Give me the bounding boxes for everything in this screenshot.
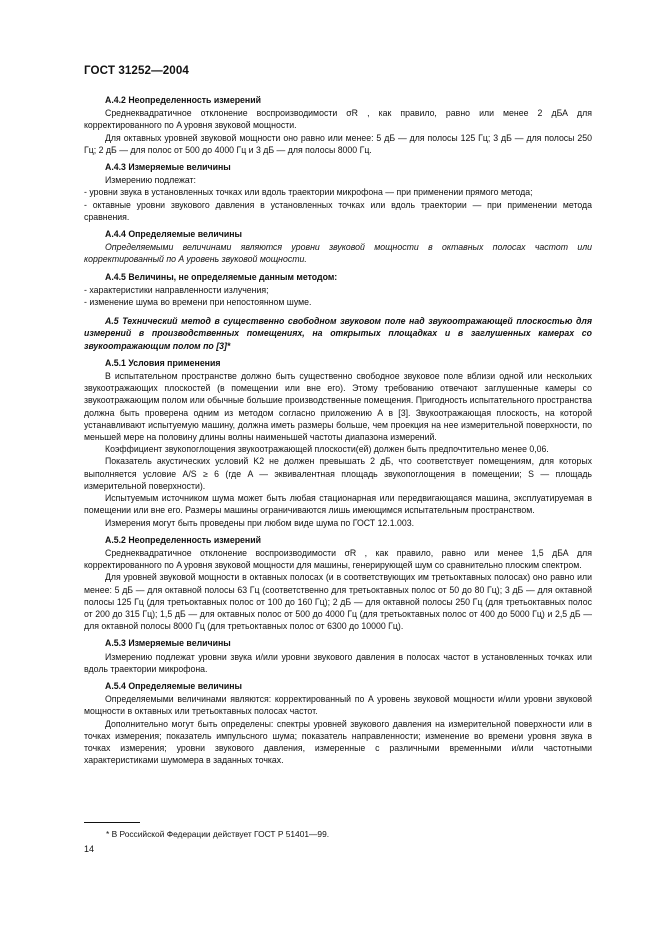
heading-a-4-3: А.4.3 Измеряемые величины [105, 162, 231, 173]
paragraph: Показатель акустических условий K2 не должен превышать 2 дБ, что соответствует помещениям, для которых выполняется условие A/S ≥ 6 (где A — эквивалентная площадь звукопоглощения в помещении; S — площадь измерительной поверхности). [84, 456, 592, 491]
paragraph: Среднеквадратичное отклонение воспроизводимости σR , как правило, равно или менее 2 дБА для корректированного по A уровня звуковой мощности. [84, 108, 592, 131]
paragraph: Измерения могут быть проведены при любом виде шума по ГОСТ 12.1.003. [105, 517, 415, 528]
heading-a-4-4: А.4.4 Определяемые величины [105, 229, 243, 240]
paragraph: Для уровней звуковой мощности в октавных полосах (и в соответствующих им третьоктавных полосах) оно равно или менее: 5 дБ — для октавной полосы 63 Гц (соответственно для третьоктавных полос от 50 до 80 Гц); 3 дБ — для октавной полосы 125 Гц (для третьоктавных полос от 100 до 160 Гц); 2 дБ — для октавной полосы 250 Гц (для третьоктавных полос от 200 до 315 Гц); 1,5 дБ — для октавных полос от 500 до 4000 Гц (для третьоктавных полос от 400 до 5000 Гц) и 2,5 дБ — для октавной полосы 8000 Гц (для третьоктавных полос от 6300 до 10000 Гц). [84, 572, 592, 632]
paragraph: В испытательном пространстве должно быть существенно свободное звуковое поле вблизи одной или нескольких звукоотражающих плоскостей (в помещении или вне его). Этому требованию отвечают заглушенные камеры со звукоотражающим полом или обычные большие производственные помещения. Пригодность испытательного пространства должна быть проверена одним из методом согласно приложению А в [3]. Звукоотражающая плоскость, на которой устанавливают испытуемую машину, должна иметь размеры больше, чем проекция на нее измерительной поверхности, по меньшей мере на половину длины волны наименьшей частоты диапазона измерений. [84, 371, 592, 443]
paragraph: Дополнительно могут быть определены: спектры уровней звукового давления на измерительной поверхности или в точках измерения; показатель импульсного шума; показатель направленности; изменение во времени уровня звука в точках измерения; уровни звукового давления, измеренные с различными временными и/или частотными характеристиками шумомера в заданных точках. [84, 718, 592, 766]
heading-a-4-2: А.4.2 Неопределенность измерений [105, 95, 261, 105]
heading-a-5-1: А.5.1 Условия применения [105, 357, 221, 368]
paragraph: Испытуемым источником шума может быть любая стационарная или передвигающаяся машина, эксплуатируемая в помещении или вне его. Размеры машины ограничиваются лишь имеющимся испытательным пространством. [84, 493, 592, 516]
paragraph: Коэффициент звукопоглощения звукоотражающей плоскости(ей) должен быть предпочтительно менее 0,06. [105, 444, 549, 455]
page-number: 14 [84, 844, 95, 854]
footnote-divider [84, 822, 140, 823]
heading-a-5-2: А.5.2 Неопределенность измерений [105, 534, 261, 545]
list-item: - характеристики направленности излучения; [84, 284, 269, 295]
paragraph: Среднеквадратичное отклонение воспроизводимости σR , как правило, равно или менее 1,5 дБА для корректированного по A уровня звуковой мощности для машины, генерирующей шум со сравнительно плоским спектром. [84, 547, 592, 571]
paragraph: Определяемыми величинами являются уровни звуковой мощности в октавных полосах частот или корректированный по A уровень звуковой мощности. [84, 242, 592, 265]
paragraph: Измерению подлежат уровни звука и/или уровни звукового давления в полосах частот в установленных точках или вдоль траектории микрофона. [84, 651, 592, 674]
paragraph: Измерению подлежат: [105, 175, 196, 186]
document-body [84, 92, 592, 766]
heading-a-5-4: А.5.4 Определяемые величины [105, 680, 243, 691]
paragraph: Определяемыми величинами являются: корректированный по A уровень звуковой мощности и/или уровни звуковой мощности в октавных или третьоктавных полосах частот. [84, 694, 592, 717]
section-heading-a-5: А.5 Технический метод в существенно свободном звуковом поле над звукоотражающей плоскостью для измерений в производственных помещениях, на открытых площадках и в заглушенных камерах со звукоотражающим полом по [3]* [84, 316, 592, 351]
paragraph: Для октавных уровней звуковой мощности оно равно или менее: 5 дБ — для полосы 125 Гц; 3 дБ — для полосы 250 Гц; 2 дБ — для полос от 500 до 4000 Гц и 3 дБ — для полосы 8000 Гц. [84, 132, 592, 155]
list-item: - октавные уровни звукового давления в установленных точках или вдоль траектории — при применении метода сравнения. [84, 199, 592, 222]
heading-a-5-3: А.5.3 Измеряемые величины [105, 638, 231, 649]
list-item: - изменение шума во времени при непостоянном шуме. [84, 297, 312, 308]
document-header: ГОСТ 31252—2004 [84, 64, 189, 77]
list-item: - уровни звука в установленных точках или вдоль траектории микрофона — при применении прямого метода; [84, 187, 533, 198]
heading-a-4-5: А.4.5 Величины, не определяемые данным методом: [105, 271, 338, 282]
footnote: * В Российской Федерации действует ГОСТ Р 51401—99. [106, 829, 330, 839]
